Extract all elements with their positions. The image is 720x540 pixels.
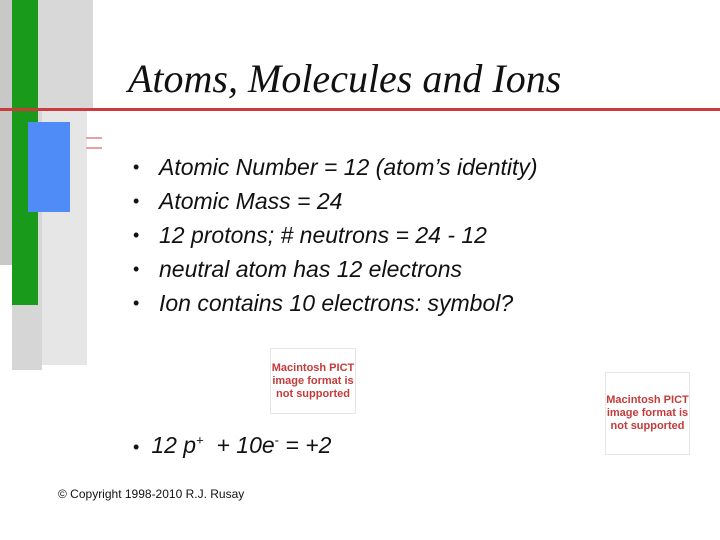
- decor-light-block: [38, 0, 93, 110]
- bullet-dot: •: [133, 259, 140, 279]
- placeholder-text: Macintosh PICT image format is not supported: [271, 361, 355, 400]
- bullet-list: [133, 150, 538, 320]
- decor-gray-bar: [0, 0, 12, 265]
- bullet-dot: •: [133, 225, 140, 245]
- slide-title: Atoms, Molecules and Ions: [128, 56, 562, 101]
- bullet-text: 12 protons; # neutrons = 24 - 12: [159, 222, 487, 248]
- bullet-item: [133, 218, 538, 252]
- bullet-text: Atomic Number = 12 (atom’s identity): [159, 154, 538, 180]
- bullet-dot: •: [133, 191, 140, 211]
- placeholder-text: Macintosh PICT image format is not supported: [606, 394, 689, 432]
- equation-plus-charge: +: [196, 432, 204, 448]
- unsupported-image-placeholder: [270, 348, 356, 414]
- ion-equation: [133, 432, 331, 459]
- decor-blue-block: [28, 122, 70, 212]
- bullet-text: neutral atom has 12 electrons: [159, 256, 463, 282]
- title-rule: [0, 108, 720, 111]
- copyright: © Copyright 1998-2010 R.J. Rusay: [58, 487, 245, 501]
- unsupported-image-placeholder: [605, 372, 690, 455]
- bullet-item: [133, 184, 538, 218]
- bullet-text: Atomic Mass = 24: [159, 188, 343, 214]
- bullet-text: Ion contains 10 electrons: symbol?: [159, 290, 514, 316]
- bullet-item: [133, 252, 538, 286]
- bullet-dot: •: [133, 437, 140, 457]
- equation-result: = +2: [279, 432, 332, 458]
- decor-mark: [86, 137, 102, 149]
- bullet-dot: •: [133, 157, 140, 177]
- bullet-dot: •: [133, 293, 140, 313]
- bullet-item: [133, 150, 538, 184]
- bullet-item: [133, 286, 538, 320]
- equation-minus-charge: -: [274, 432, 279, 448]
- equation-protons: 12 p: [151, 432, 197, 458]
- equation-electrons: + 10e: [203, 432, 275, 458]
